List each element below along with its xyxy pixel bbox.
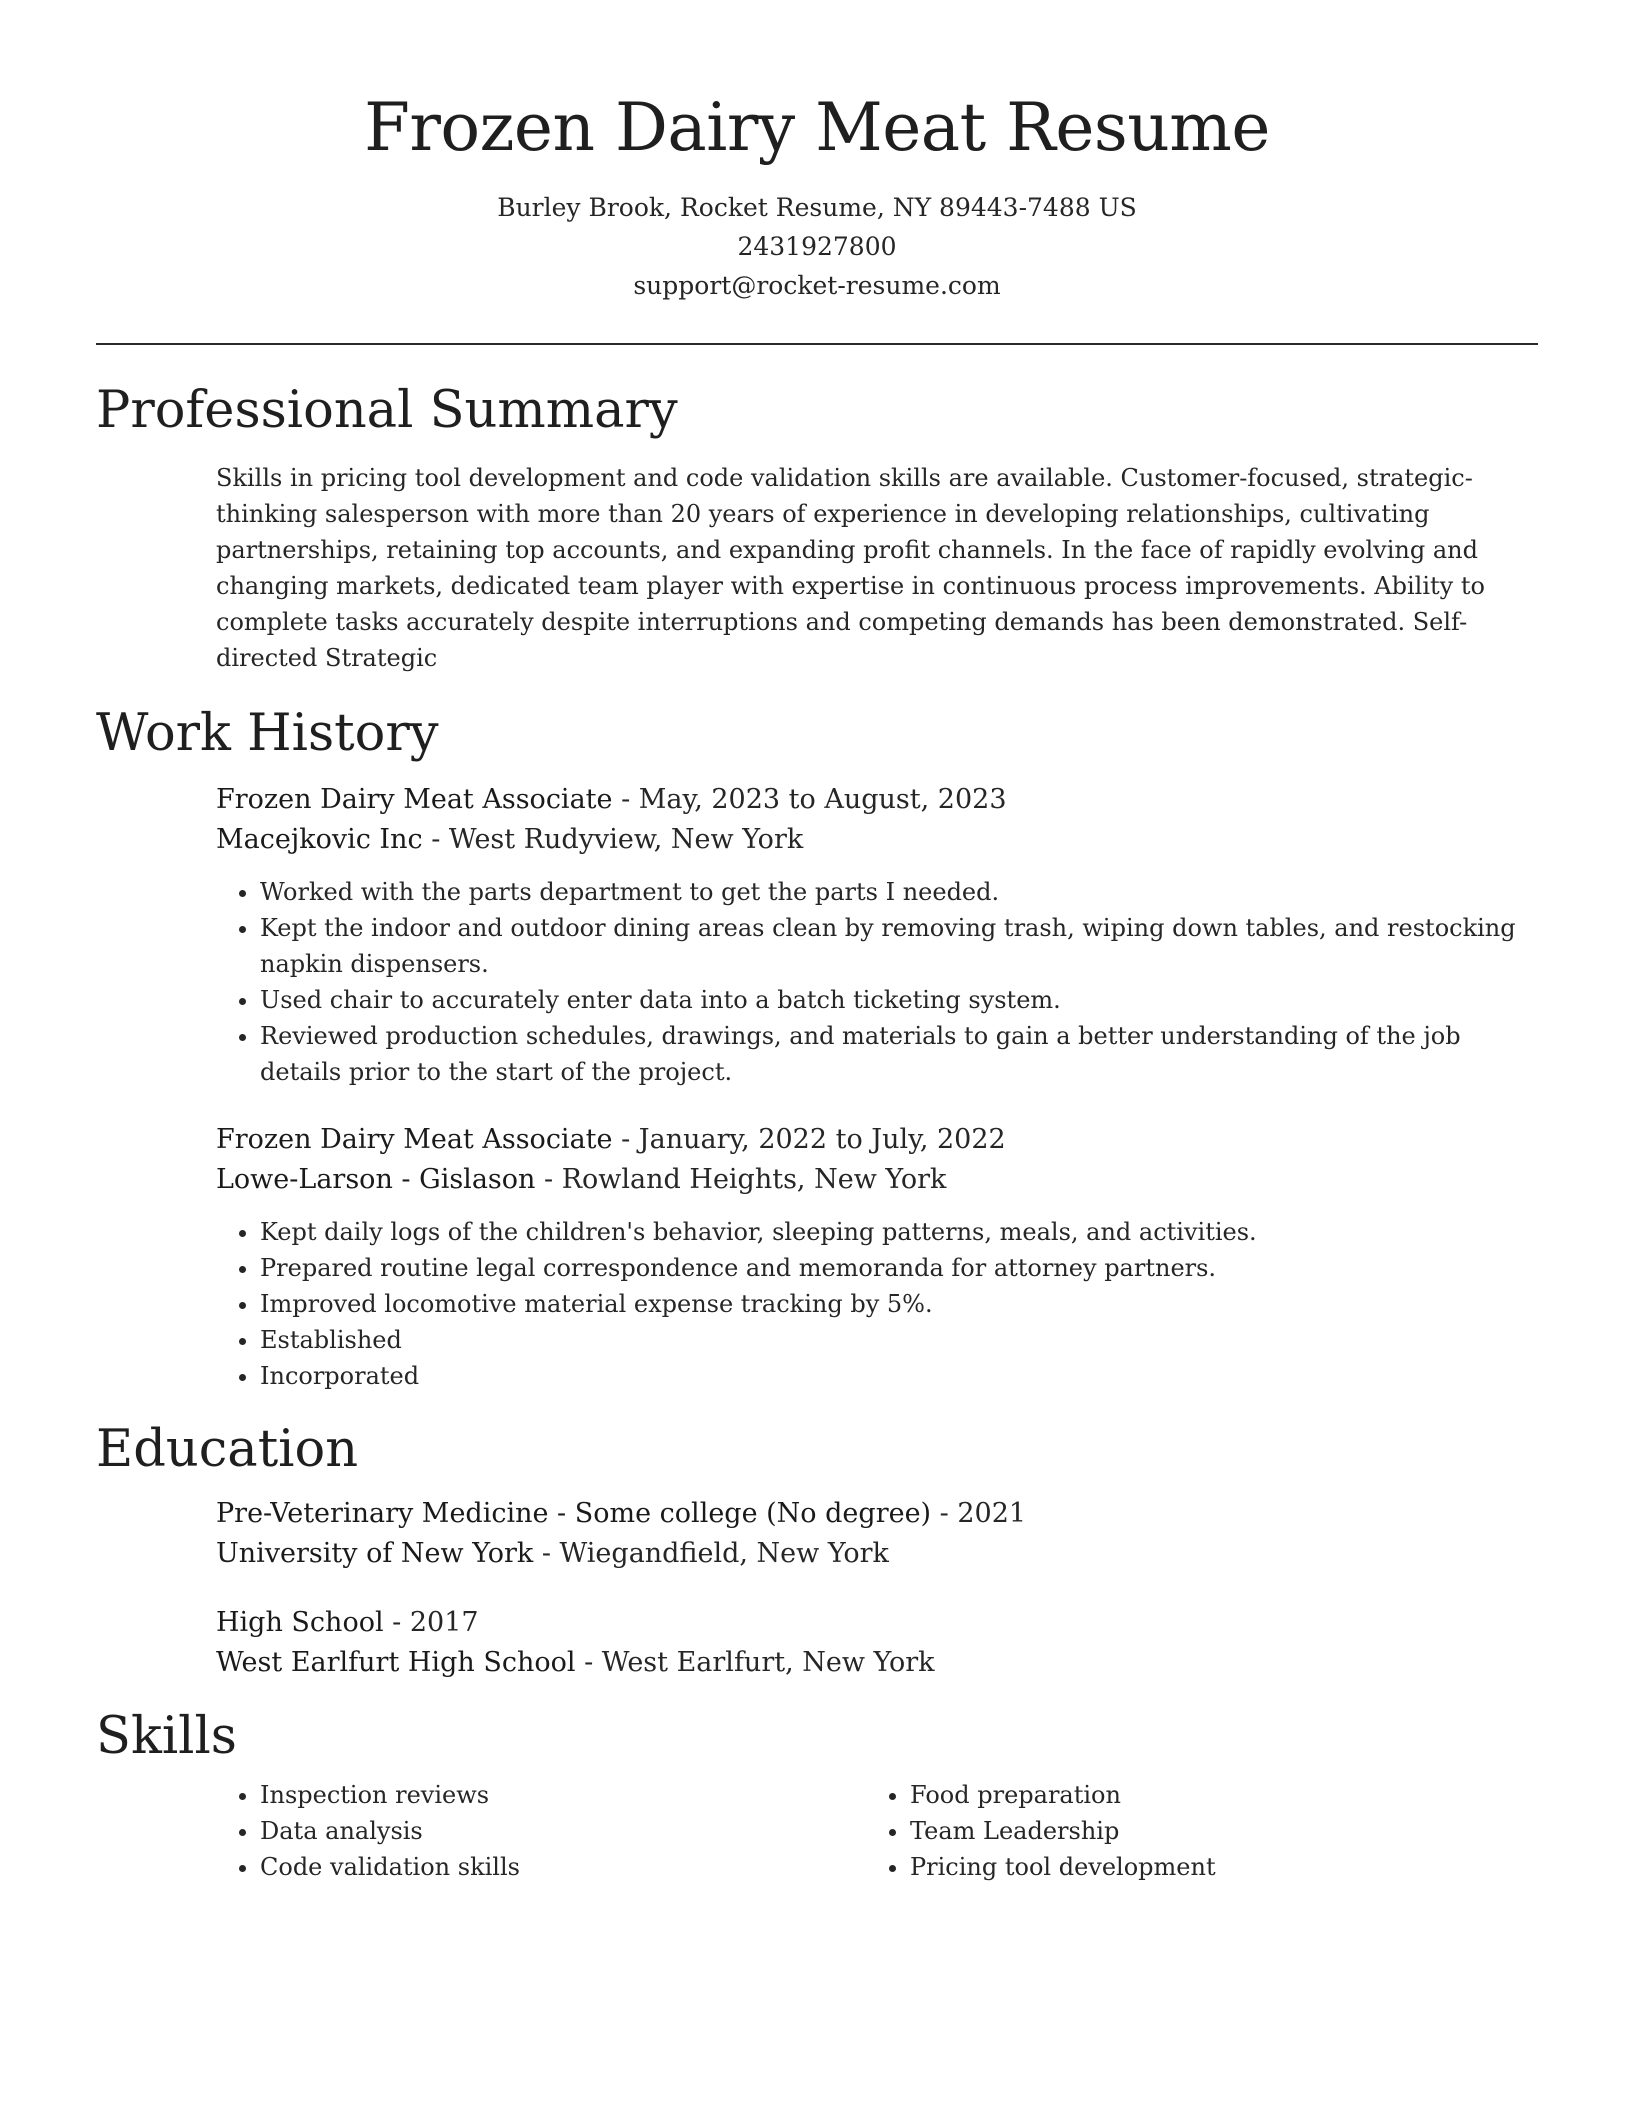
skills-column-right xyxy=(866,1777,1516,1885)
degree-year: - 2017 xyxy=(383,1607,479,1638)
list-item: • Incorporated xyxy=(260,1358,1538,1394)
header-divider xyxy=(96,343,1538,345)
job-company: Lowe-Larson - Gislason xyxy=(216,1164,536,1195)
skills-column-left xyxy=(216,1777,866,1885)
degree: Pre-Veterinary Medicine - Some college (No degree) xyxy=(216,1498,932,1529)
school: West Earlfurt High School xyxy=(216,1647,576,1678)
skill-item: • Data analysis xyxy=(260,1813,866,1849)
job-dates: - May, 2023 to August, 2023 xyxy=(612,784,1007,815)
school: University of New York xyxy=(216,1538,534,1569)
skill-item: • Food preparation xyxy=(910,1777,1516,1813)
job-position: Frozen Dairy Meat Associate xyxy=(216,1124,613,1155)
list-item: • Used chair to accurately enter data into a batch ticketing system. xyxy=(260,982,1538,1018)
skills-grid xyxy=(216,1777,1538,1885)
job-bullets xyxy=(216,1214,1538,1394)
job-company-line xyxy=(216,820,1538,860)
skills-list xyxy=(866,1777,1516,1885)
skill-item: • Code validation skills xyxy=(260,1849,866,1885)
job-title-line xyxy=(216,1120,1538,1160)
summary-text: Skills in pricing tool development and code validation skills are available. Customer-focused, strategic-thinking salesperson with more than 20 years of experience in developing relationships, cultivating partnerships, retaining top accounts, and expanding profit channels. In the face of rapidly evolving and changing markets, dedicated team player with expertise in continuous process improvements. Ability to complete tasks accurately despite interruptions and competing demands has been demonstrated. Self-directed Strategic xyxy=(216,464,1485,672)
job-location: - West Rudyview, New York xyxy=(422,824,804,855)
job-location: - Rowland Heights, New York xyxy=(535,1164,947,1195)
list-item: • Established xyxy=(260,1322,1538,1358)
email: support@rocket-resume.com xyxy=(633,271,1001,300)
work-history-title: Work History xyxy=(96,704,439,763)
phone: 2431927800 xyxy=(737,232,897,261)
job-bullets xyxy=(216,874,1538,1090)
education-entry xyxy=(216,1494,1538,1574)
list-item: • Reviewed production schedules, drawings, and materials to gain a better understanding of the job details prior to the start of the project. xyxy=(260,1018,1538,1090)
resume-header xyxy=(96,0,1538,305)
education-section xyxy=(96,1420,1538,1683)
list-item: • Prepared routine legal correspondence and memoranda for attorney partners. xyxy=(260,1250,1538,1286)
skills-title: Skills xyxy=(96,1707,237,1766)
job-entry xyxy=(216,780,1538,1090)
list-item: • Improved locomotive material expense tracking by 5%. xyxy=(260,1286,1538,1322)
list-item: • Kept the indoor and outdoor dining areas clean by removing trash, wiping down tables, and restocking napkin dispensers. xyxy=(260,910,1538,982)
school-line xyxy=(216,1534,1538,1574)
job-position: Frozen Dairy Meat Associate xyxy=(216,784,613,815)
school-location: - Wiegandfield, New York xyxy=(533,1538,889,1569)
education-title: Education xyxy=(96,1420,359,1479)
work-history-section xyxy=(96,704,1538,1394)
school-line xyxy=(216,1643,1538,1683)
list-item: • Worked with the parts department to get the parts I needed. xyxy=(260,874,1538,910)
job-company: Macejkovic Inc xyxy=(216,824,423,855)
education-entry xyxy=(216,1603,1538,1683)
school-location: - West Earlfurt, New York xyxy=(575,1647,935,1678)
contact-info xyxy=(96,188,1538,305)
skill-item: • Team Leadership xyxy=(910,1813,1516,1849)
skill-item: • Pricing tool development xyxy=(910,1849,1516,1885)
summary-section xyxy=(96,381,1538,676)
job-entry xyxy=(216,1120,1538,1394)
list-item: • Kept daily logs of the children's behavior, sleeping patterns, meals, and activities. xyxy=(260,1214,1538,1250)
degree: High School xyxy=(216,1607,384,1638)
job-company-line xyxy=(216,1160,1538,1200)
degree-line xyxy=(216,1494,1538,1534)
skills-list xyxy=(216,1777,866,1885)
resume-page xyxy=(96,0,1538,1885)
degree-line xyxy=(216,1603,1538,1643)
summary-title: Professional Summary xyxy=(96,381,678,440)
resume-name: Frozen Dairy Meat Resume xyxy=(364,89,1270,166)
address: Burley Brook, Rocket Resume, NY 89443-7488 US xyxy=(497,193,1137,222)
skill-item: • Inspection reviews xyxy=(260,1777,866,1813)
skills-section xyxy=(96,1707,1538,1885)
job-dates: - January, 2022 to July, 2022 xyxy=(612,1124,1006,1155)
degree-year: - 2021 xyxy=(931,1498,1027,1529)
job-title-line xyxy=(216,780,1538,820)
